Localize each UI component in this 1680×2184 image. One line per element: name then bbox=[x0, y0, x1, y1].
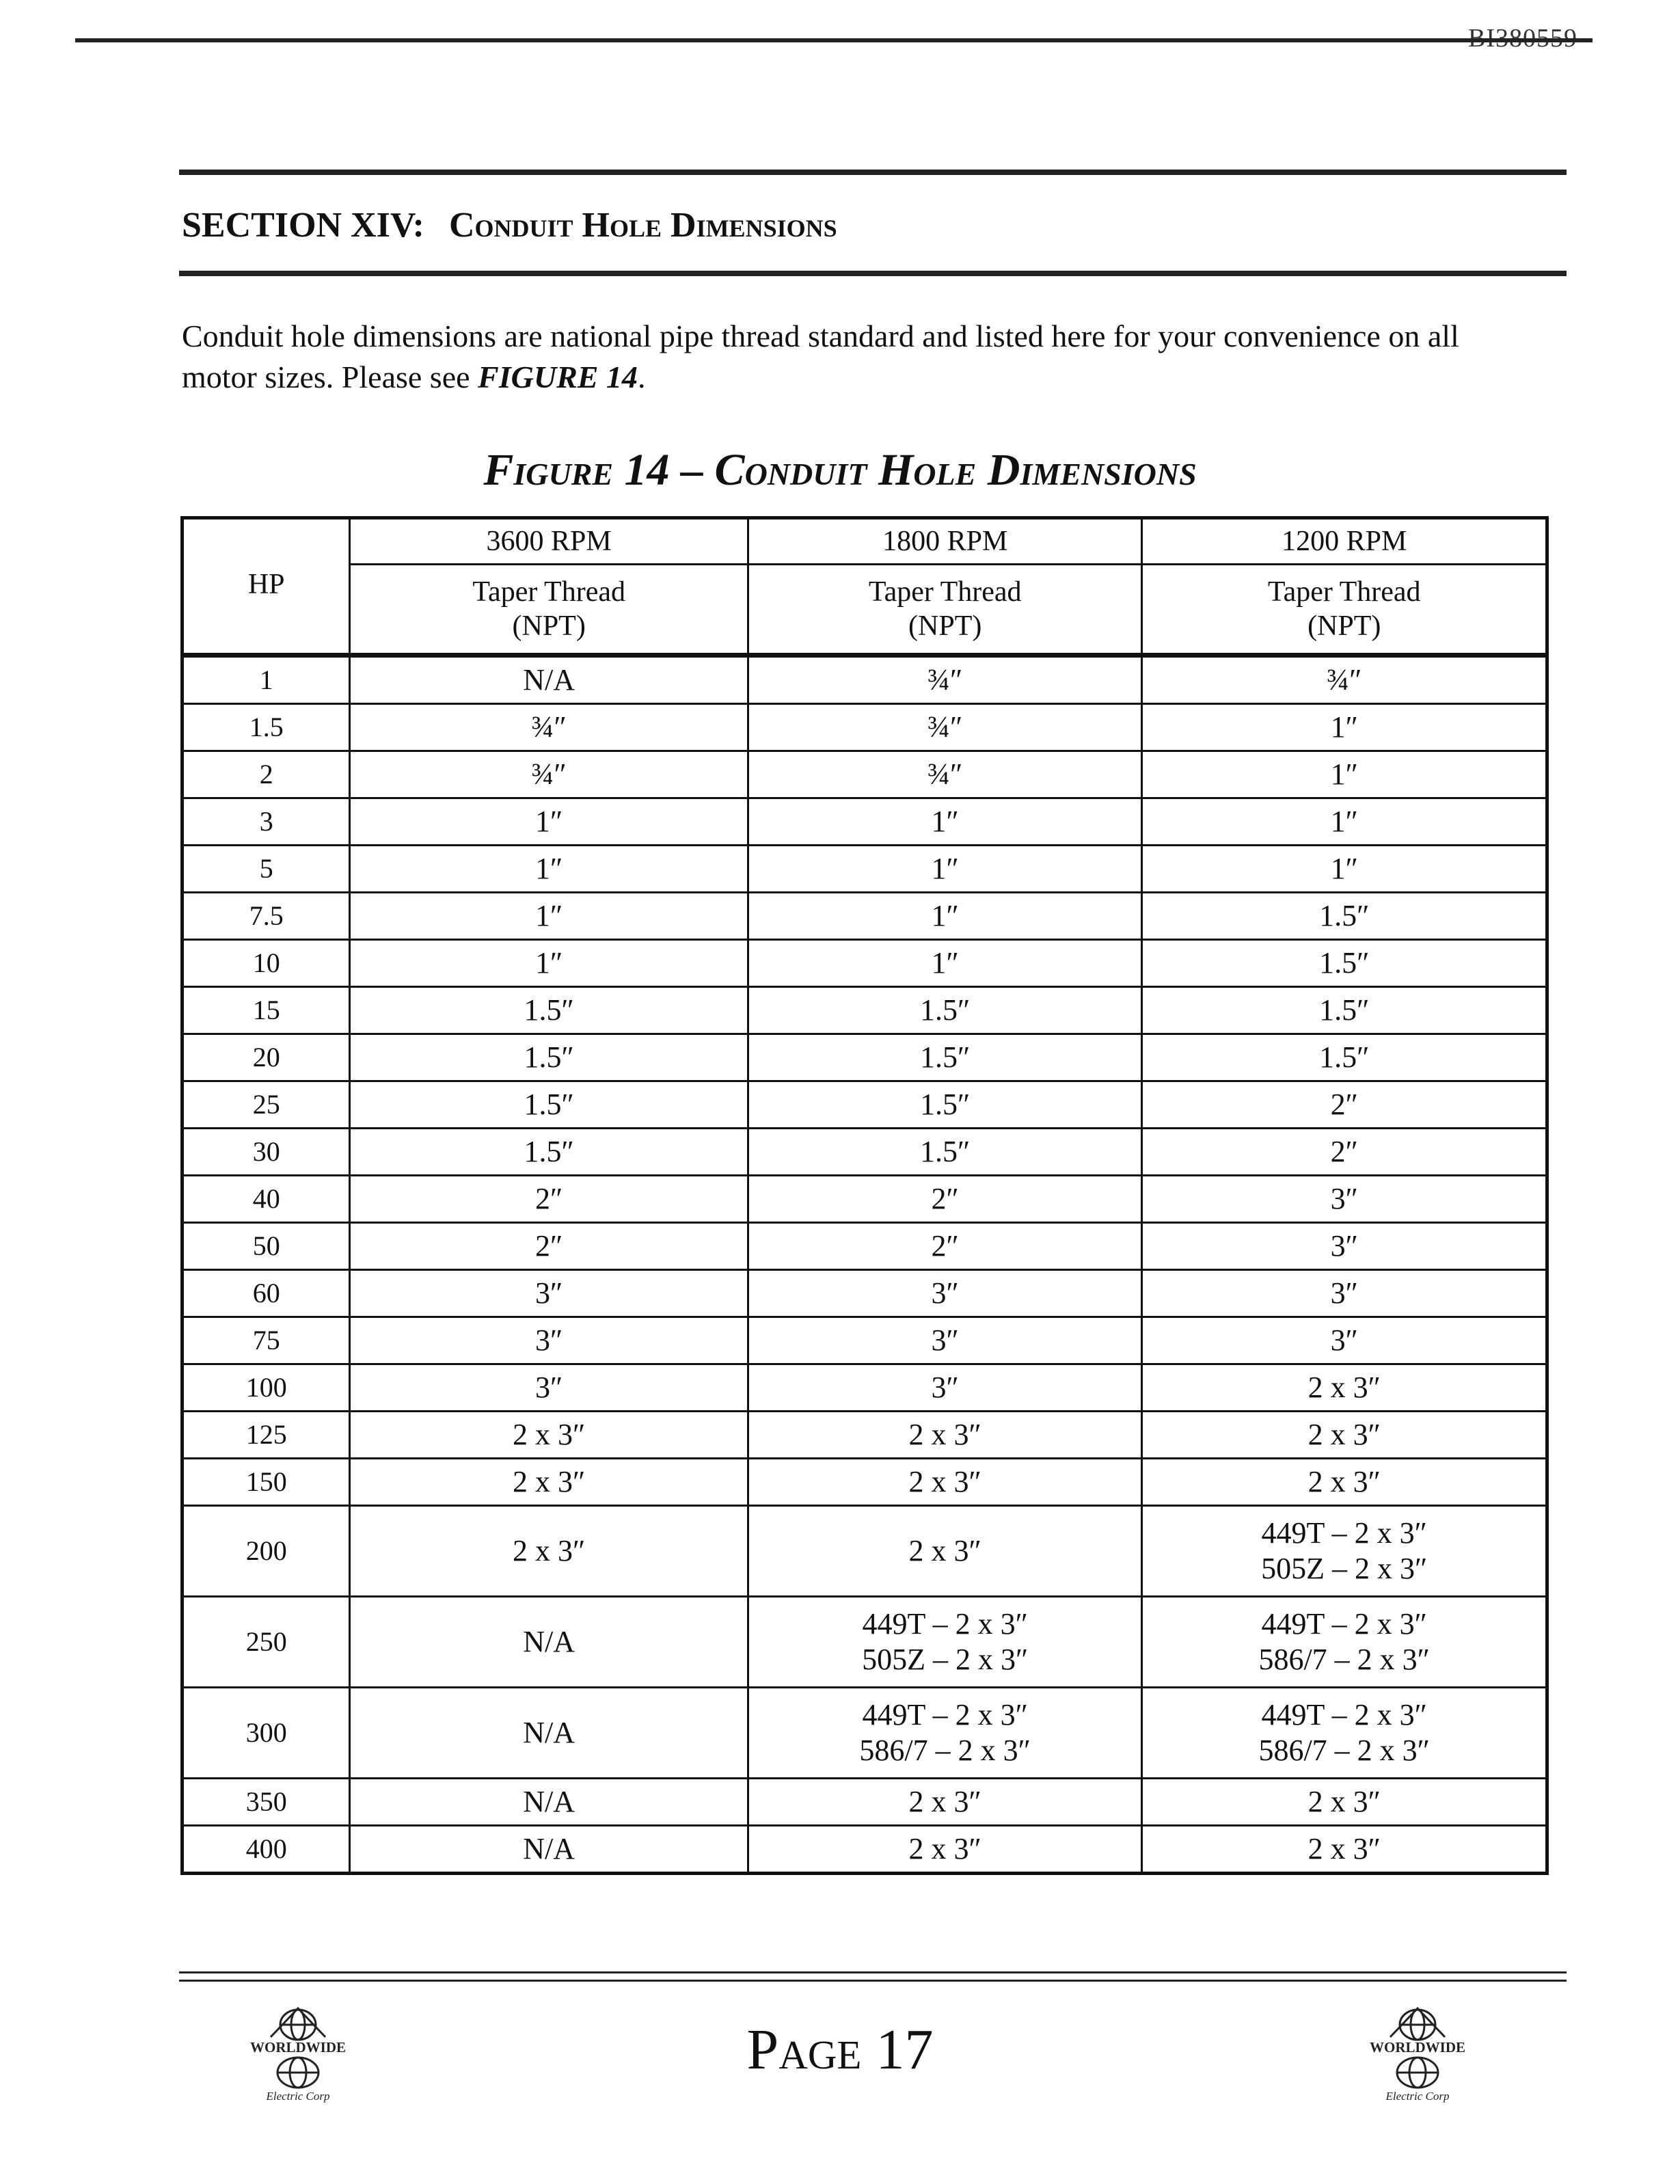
figure-reference: FIGURE 14 bbox=[478, 360, 638, 394]
svg-text:Electric Corp: Electric Corp bbox=[266, 2090, 330, 2103]
thread-size-cell: 3″ bbox=[1142, 1176, 1547, 1223]
thread-size-cell: 1.5″ bbox=[748, 1034, 1142, 1081]
section-rule-top bbox=[179, 170, 1567, 175]
thread-size-cell: ¾″ bbox=[1142, 656, 1547, 704]
thread-size-line: 505Z – 2 x 3″ bbox=[862, 1643, 1029, 1676]
hp-cell: 100 bbox=[182, 1364, 350, 1412]
thread-size-cell: 2″ bbox=[1142, 1129, 1547, 1176]
thread-size-cell: 1.5″ bbox=[748, 1081, 1142, 1129]
rpm-header-3600: 3600 RPM bbox=[350, 518, 748, 565]
thread-size-cell: 2 x 3″ bbox=[1142, 1412, 1547, 1459]
hp-cell: 7.5 bbox=[182, 893, 350, 940]
hp-cell: 5 bbox=[182, 846, 350, 893]
thread-size-line: 449T – 2 x 3″ bbox=[862, 1698, 1028, 1731]
section-title: Conduit Hole Dimensions bbox=[448, 206, 837, 245]
thread-size-line: 449T – 2 x 3″ bbox=[1261, 1516, 1427, 1550]
hp-cell: 2 bbox=[182, 751, 350, 798]
thread-size-cell: 2″ bbox=[350, 1176, 748, 1223]
thread-size-cell: 1.5″ bbox=[1142, 987, 1547, 1034]
thread-size-cell: 2″ bbox=[748, 1176, 1142, 1223]
thread-header: Taper Thread (NPT) bbox=[748, 565, 1142, 656]
thread-size-line: 2 x 3″ bbox=[513, 1534, 586, 1567]
thread-size-cell: 3″ bbox=[350, 1270, 748, 1317]
table-row bbox=[182, 1223, 1547, 1270]
thread-size-cell: 1.5″ bbox=[748, 987, 1142, 1034]
conduit-dimensions-table bbox=[180, 516, 1549, 1875]
thread-size-cell: N/A bbox=[350, 656, 748, 704]
table-row bbox=[182, 1412, 1547, 1459]
section-number: SECTION XIV: bbox=[182, 206, 424, 245]
table-row bbox=[182, 1317, 1547, 1364]
thread-size-line: 586/7 – 2 x 3″ bbox=[859, 1734, 1031, 1767]
thread-size-line: 586/7 – 2 x 3″ bbox=[1258, 1643, 1431, 1676]
thread-size-cell: 1″ bbox=[1142, 846, 1547, 893]
intro-paragraph bbox=[182, 316, 1480, 398]
hp-cell: 60 bbox=[182, 1270, 350, 1317]
thread-size-cell: 1″ bbox=[748, 893, 1142, 940]
thread-size-cell: 2″ bbox=[748, 1223, 1142, 1270]
table-row bbox=[182, 704, 1547, 751]
hp-cell: 25 bbox=[182, 1081, 350, 1129]
thread-size-cell: ¾″ bbox=[748, 751, 1142, 798]
table-row bbox=[182, 1459, 1547, 1506]
hp-cell: 400 bbox=[182, 1826, 350, 1874]
thread-size-cell: 3″ bbox=[1142, 1317, 1547, 1364]
thread-size-cell: 2″ bbox=[350, 1223, 748, 1270]
table-row bbox=[182, 1506, 1547, 1597]
thread-size-cell: 2 x 3″ bbox=[1142, 1826, 1547, 1874]
thread-size-cell: 1″ bbox=[1142, 798, 1547, 846]
thread-size-cell: 1″ bbox=[350, 893, 748, 940]
thread-size-line: 449T – 2 x 3″ bbox=[862, 1607, 1028, 1641]
worldwide-electric-logo bbox=[1349, 1996, 1486, 2105]
thread-size-cell: 1″ bbox=[748, 846, 1142, 893]
thread-size-cell: 1.5″ bbox=[350, 1034, 748, 1081]
thread-size-cell: 1″ bbox=[1142, 704, 1547, 751]
thread-size-cell: 1″ bbox=[350, 846, 748, 893]
thread-size-cell bbox=[1142, 1688, 1547, 1779]
thread-size-cell: 2 x 3″ bbox=[1142, 1459, 1547, 1506]
hp-cell: 125 bbox=[182, 1412, 350, 1459]
rpm-header-1200: 1200 RPM bbox=[1142, 518, 1547, 565]
thread-size-cell: 1.5″ bbox=[350, 987, 748, 1034]
thread-size-line: 2 x 3″ bbox=[908, 1534, 981, 1567]
hp-cell: 10 bbox=[182, 940, 350, 987]
thread-size-cell: 1.5″ bbox=[1142, 940, 1547, 987]
section-heading bbox=[182, 205, 837, 245]
hp-header: HP bbox=[182, 518, 350, 656]
table-row bbox=[182, 940, 1547, 987]
thread-size-line: N/A bbox=[523, 1625, 575, 1658]
thread-size-cell: 2 x 3″ bbox=[1142, 1779, 1547, 1826]
thread-size-cell: 3″ bbox=[350, 1364, 748, 1412]
thread-size-cell bbox=[748, 1597, 1142, 1688]
thread-size-cell: N/A bbox=[350, 1779, 748, 1826]
rpm-header-1800: 1800 RPM bbox=[748, 518, 1142, 565]
thread-size-cell: 3″ bbox=[1142, 1223, 1547, 1270]
thread-size-cell bbox=[350, 1506, 748, 1597]
table-row bbox=[182, 656, 1547, 704]
thread-size-cell: 3″ bbox=[748, 1317, 1142, 1364]
hp-cell: 150 bbox=[182, 1459, 350, 1506]
thread-size-cell: 1″ bbox=[748, 940, 1142, 987]
hp-cell: 3 bbox=[182, 798, 350, 846]
svg-text:WORLDWIDE: WORLDWIDE bbox=[249, 2039, 347, 2055]
svg-text:Electric Corp: Electric Corp bbox=[1385, 2090, 1450, 2103]
thread-size-cell bbox=[1142, 1506, 1547, 1597]
thread-size-cell bbox=[350, 1688, 748, 1779]
hp-cell: 50 bbox=[182, 1223, 350, 1270]
thread-size-cell: 2 x 3″ bbox=[748, 1779, 1142, 1826]
table-row bbox=[182, 1779, 1547, 1826]
thread-size-cell: 1″ bbox=[748, 798, 1142, 846]
thread-size-cell: 2″ bbox=[1142, 1081, 1547, 1129]
table-row bbox=[182, 1176, 1547, 1223]
top-rule bbox=[75, 38, 1593, 42]
intro-text: Conduit hole dimensions are national pipe thread standard and listed here for your convenience on all motor sizes. Please see bbox=[182, 319, 1459, 394]
table-row bbox=[182, 798, 1547, 846]
thread-size-cell bbox=[350, 1597, 748, 1688]
figure-title: Figure 14 – Conduit Hole Dimensions bbox=[483, 445, 1197, 495]
thread-size-cell: 3″ bbox=[748, 1364, 1142, 1412]
thread-size-cell: 2 x 3″ bbox=[748, 1826, 1142, 1874]
table-row bbox=[182, 1081, 1547, 1129]
thread-size-cell: ¾″ bbox=[748, 656, 1142, 704]
thread-size-cell: 3″ bbox=[350, 1317, 748, 1364]
thread-size-line: N/A bbox=[523, 1716, 575, 1749]
thread-size-cell: 1″ bbox=[350, 798, 748, 846]
svg-text:WORLDWIDE: WORLDWIDE bbox=[1369, 2039, 1466, 2055]
thread-size-cell: 3″ bbox=[748, 1270, 1142, 1317]
thread-size-cell: 2 x 3″ bbox=[748, 1412, 1142, 1459]
thread-size-cell: N/A bbox=[350, 1826, 748, 1874]
thread-size-cell: 1.5″ bbox=[350, 1081, 748, 1129]
thread-size-cell bbox=[748, 1506, 1142, 1597]
intro-end: . bbox=[637, 360, 646, 394]
hp-cell: 75 bbox=[182, 1317, 350, 1364]
thread-size-cell: 3″ bbox=[1142, 1270, 1547, 1317]
hp-cell: 20 bbox=[182, 1034, 350, 1081]
hp-cell: 40 bbox=[182, 1176, 350, 1223]
thread-size-cell: ¾″ bbox=[748, 704, 1142, 751]
thread-size-cell bbox=[1142, 1597, 1547, 1688]
thread-header: Taper Thread (NPT) bbox=[350, 565, 748, 656]
table-row bbox=[182, 1270, 1547, 1317]
thread-size-cell: 2 x 3″ bbox=[748, 1459, 1142, 1506]
section-rule-bottom bbox=[179, 271, 1567, 276]
thread-size-line: 449T – 2 x 3″ bbox=[1261, 1607, 1427, 1641]
table-body bbox=[182, 656, 1547, 1874]
table-row bbox=[182, 751, 1547, 798]
table-row bbox=[182, 893, 1547, 940]
table-row bbox=[182, 846, 1547, 893]
thread-size-cell: ¾″ bbox=[350, 751, 748, 798]
table-row bbox=[182, 1826, 1547, 1874]
table-row bbox=[182, 1034, 1547, 1081]
footer-rule-bottom bbox=[179, 1980, 1567, 1982]
thread-size-cell: ¾″ bbox=[350, 704, 748, 751]
thread-size-cell: 2 x 3″ bbox=[350, 1412, 748, 1459]
thread-size-cell bbox=[748, 1688, 1142, 1779]
footer-rule-top bbox=[179, 1971, 1567, 1973]
hp-cell: 30 bbox=[182, 1129, 350, 1176]
hp-cell: 250 bbox=[182, 1597, 350, 1688]
hp-cell: 300 bbox=[182, 1688, 350, 1779]
thread-size-cell: 1″ bbox=[1142, 751, 1547, 798]
thread-header: Taper Thread (NPT) bbox=[1142, 565, 1547, 656]
hp-cell: 200 bbox=[182, 1506, 350, 1597]
page-number: Page 17 bbox=[746, 2018, 934, 2081]
thread-size-cell: 2 x 3″ bbox=[1142, 1364, 1547, 1412]
hp-cell: 1 bbox=[182, 656, 350, 704]
thread-size-cell: 1.5″ bbox=[350, 1129, 748, 1176]
thread-size-line: 449T – 2 x 3″ bbox=[1261, 1698, 1427, 1731]
hp-cell: 350 bbox=[182, 1779, 350, 1826]
table-row bbox=[182, 1597, 1547, 1688]
thread-size-cell: 1.5″ bbox=[1142, 1034, 1547, 1081]
thread-size-cell: 1″ bbox=[350, 940, 748, 987]
thread-size-cell: 1.5″ bbox=[748, 1129, 1142, 1176]
table-row bbox=[182, 987, 1547, 1034]
table-row bbox=[182, 1688, 1547, 1779]
thread-size-line: 505Z – 2 x 3″ bbox=[1261, 1552, 1428, 1585]
table-row bbox=[182, 1364, 1547, 1412]
thread-size-cell: 1.5″ bbox=[1142, 893, 1547, 940]
thread-size-cell: 2 x 3″ bbox=[350, 1459, 748, 1506]
thread-size-line: 586/7 – 2 x 3″ bbox=[1258, 1734, 1431, 1767]
table-row bbox=[182, 1129, 1547, 1176]
hp-cell: 1.5 bbox=[182, 704, 350, 751]
hp-cell: 15 bbox=[182, 987, 350, 1034]
